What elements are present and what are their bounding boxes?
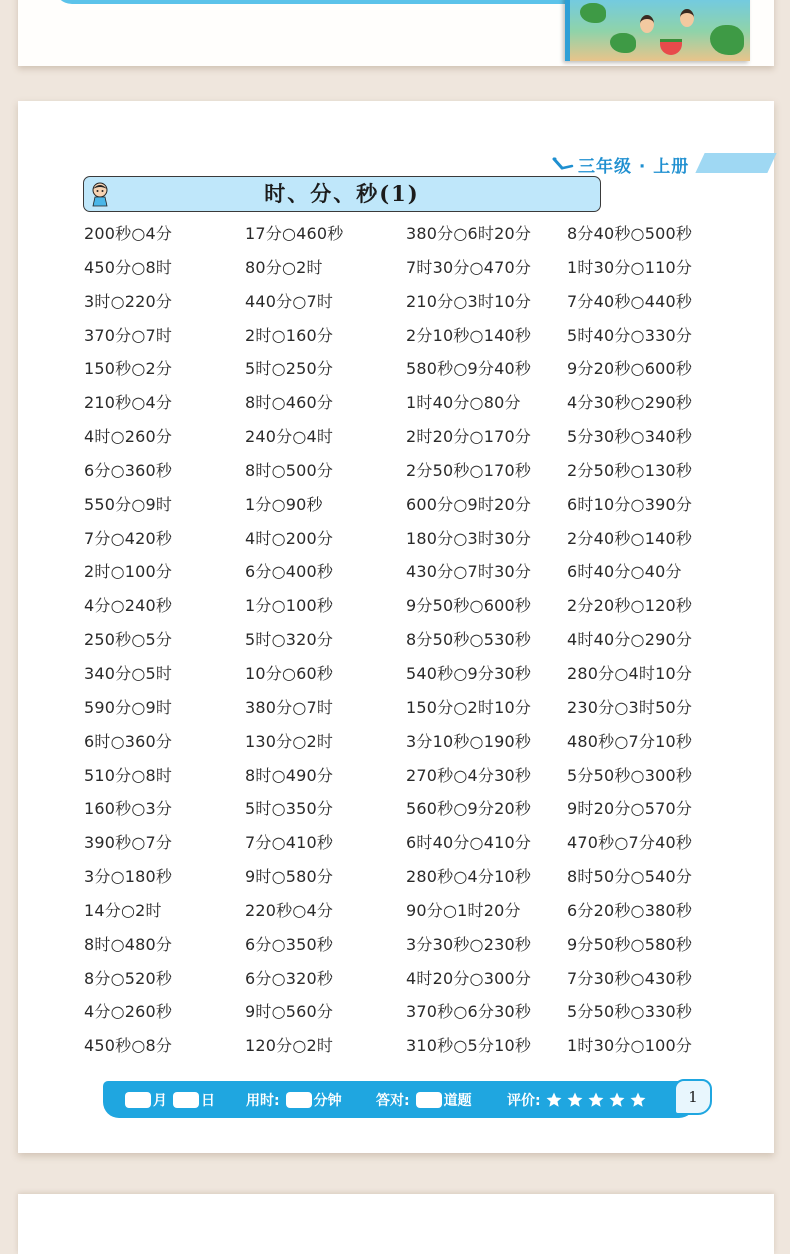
problem-item: 9分50秒○580秒	[567, 934, 693, 954]
star-icon[interactable]	[608, 1091, 626, 1109]
problem-item: 150分○2时10分	[406, 697, 532, 717]
problem-item: 1分○100秒	[245, 596, 334, 616]
problem-item: 310秒○5分10秒	[406, 1036, 532, 1056]
problem-item: 200秒○4分	[84, 224, 173, 243]
time-field	[246, 1081, 342, 1118]
problem-item: 8时○490分	[245, 765, 334, 785]
problem-item: 4分○240秒	[84, 596, 173, 616]
problem-item: 2分50秒○130秒	[567, 460, 693, 480]
problem-item: 2时○160分	[245, 325, 334, 345]
problem-item: 4分30秒○290秒	[567, 393, 693, 413]
time-input-box[interactable]	[286, 1092, 312, 1108]
problem-item: 2分50秒○170秒	[406, 460, 532, 480]
minutes-label: 分钟	[313, 1092, 342, 1109]
problem-item: 250秒○5分	[84, 630, 173, 650]
problem-item: 6时40分○410分	[406, 833, 532, 853]
problem-item: 8时○480分	[84, 934, 173, 954]
problem-item: 7分○410秒	[245, 833, 334, 853]
month-label: 月	[153, 1092, 167, 1109]
problem-item: 160秒○3分	[84, 799, 173, 819]
problem-item: 5时○250分	[245, 359, 334, 379]
worksheet-title: 时、分、秒(1)	[264, 181, 420, 206]
problem-item: 220秒○4分	[245, 900, 334, 920]
plant-leaf-decoration	[580, 3, 606, 23]
problem-item: 3分○180秒	[84, 867, 173, 887]
problem-item: 230分○3时50分	[567, 697, 693, 717]
problem-item: 5分30秒○340秒	[567, 427, 693, 447]
star-icon[interactable]	[545, 1091, 563, 1109]
problem-item: 3分10秒○190秒	[406, 731, 532, 751]
plant-leaf-decoration	[610, 33, 636, 53]
problem-item: 120分○2时	[245, 1036, 334, 1056]
problem-item: 9分50秒○600秒	[406, 596, 532, 616]
problem-item: 280分○4时10分	[567, 663, 693, 683]
grade-text: 三年级 · 上册	[578, 156, 690, 177]
problem-grid	[84, 217, 744, 1063]
problem-item: 2时○100分	[84, 562, 173, 582]
problem-item: 4时20分○300分	[406, 968, 532, 988]
problem-item: 9时○580分	[245, 867, 334, 887]
problem-item: 3分30秒○230秒	[406, 934, 532, 954]
problem-item: 210分○3时10分	[406, 291, 532, 311]
problem-item: 600分○9时20分	[406, 494, 532, 514]
rating-field	[507, 1081, 647, 1118]
problem-item: 390秒○7分	[84, 833, 173, 853]
problem-item: 280秒○4分10秒	[406, 867, 532, 887]
rating-stars	[545, 1091, 647, 1109]
problem-item: 2分10秒○140秒	[406, 325, 532, 345]
problem-item: 1时30分○110分	[567, 257, 693, 277]
problem-item: 4分○260秒	[84, 1002, 173, 1022]
problem-item: 150秒○2分	[84, 359, 173, 379]
problem-item: 6时40分○40分	[567, 562, 682, 582]
problem-item: 9时20分○570分	[567, 799, 693, 819]
problem-item: 10分○60秒	[245, 663, 334, 683]
watermelon-decoration	[660, 39, 682, 55]
pencil-icon	[552, 156, 576, 172]
grade-label	[552, 152, 689, 176]
problem-item: 6时○360分	[84, 731, 173, 751]
problem-item: 6时10分○390分	[567, 494, 693, 514]
day-input-box[interactable]	[173, 1092, 199, 1108]
problem-item: 6分○360秒	[84, 460, 173, 480]
problem-item: 5分50秒○330秒	[567, 1002, 693, 1022]
problem-item: 5分50秒○300秒	[567, 765, 693, 785]
problem-item: 2分20秒○120秒	[567, 596, 693, 616]
problem-item: 2分40秒○140秒	[567, 528, 693, 548]
problem-item: 6分○350秒	[245, 934, 334, 954]
problem-item: 450秒○8分	[84, 1036, 173, 1056]
problem-item: 7分○420秒	[84, 528, 173, 548]
rating-label: 评价:	[507, 1092, 541, 1109]
problem-item: 8时○460分	[245, 393, 334, 413]
problem-item: 8时○500分	[245, 460, 334, 480]
problem-item: 9时○560分	[245, 1002, 334, 1022]
problem-item: 2时20分○170分	[406, 427, 532, 447]
next-page-card	[18, 1194, 774, 1254]
problem-item: 4时○260分	[84, 427, 173, 447]
problem-item: 240分○4时	[245, 427, 334, 447]
time-label: 用时:	[246, 1092, 280, 1109]
problem-item: 7分40秒○440秒	[567, 291, 693, 311]
problem-item: 440分○7时	[245, 291, 334, 311]
problem-item: 7分30秒○430秒	[567, 968, 693, 988]
problem-item: 80分○2时	[245, 257, 323, 277]
problem-item: 470秒○7分40秒	[567, 833, 693, 853]
problem-item: 550分○9时	[84, 494, 173, 514]
problem-item: 3时○220分	[84, 291, 173, 311]
problem-item: 590分○9时	[84, 697, 173, 717]
problem-item: 7时30分○470分	[406, 257, 532, 277]
problem-item: 430分○7时30分	[406, 562, 532, 582]
book-cover-image	[565, 0, 750, 61]
child-figure	[640, 15, 654, 33]
questions-label: 道题	[443, 1092, 472, 1109]
problem-item: 340分○5时	[84, 663, 173, 683]
problem-item: 1分○90秒	[245, 494, 323, 514]
answered-field	[376, 1081, 472, 1118]
problem-item: 8时50分○540分	[567, 867, 693, 887]
problem-item: 480秒○7分10秒	[567, 731, 693, 751]
score-footer	[103, 1081, 695, 1118]
problem-item: 6分○400秒	[245, 562, 334, 582]
problem-item: 180分○3时30分	[406, 528, 532, 548]
problem-item: 6分○320秒	[245, 968, 334, 988]
problem-item: 17分○460秒	[245, 224, 344, 243]
date-field	[125, 1081, 215, 1118]
problem-item: 370分○7时	[84, 325, 173, 345]
problem-item: 1时30分○100分	[567, 1036, 693, 1056]
problem-item: 380分○7时	[245, 697, 334, 717]
problem-item: 14分○2时	[84, 900, 162, 920]
problem-item: 130分○2时	[245, 731, 334, 751]
problem-item: 510分○8时	[84, 765, 173, 785]
child-figure	[680, 9, 694, 27]
month-input-box[interactable]	[125, 1092, 151, 1108]
problem-item: 580秒○9分40秒	[406, 359, 532, 379]
problem-item: 8分○520秒	[84, 968, 173, 988]
problem-item: 5时40分○330分	[567, 325, 693, 345]
problem-item: 8分50秒○530秒	[406, 630, 532, 650]
problem-item: 540秒○9分30秒	[406, 663, 532, 683]
plant-leaf-decoration	[710, 25, 744, 55]
problem-item: 9分20秒○600秒	[567, 359, 693, 379]
problem-item: 4时40分○290分	[567, 630, 693, 650]
day-label: 日	[201, 1092, 215, 1109]
problem-item: 210秒○4分	[84, 393, 173, 413]
star-icon[interactable]	[629, 1091, 647, 1109]
star-icon[interactable]	[587, 1091, 605, 1109]
problem-item: 90分○1时20分	[406, 900, 521, 920]
answered-input-box[interactable]	[416, 1092, 442, 1108]
star-icon[interactable]	[566, 1091, 584, 1109]
decorative-frame	[54, 0, 622, 4]
problem-item: 560秒○9分20秒	[406, 799, 532, 819]
problem-item: 270秒○4分30秒	[406, 765, 532, 785]
problem-item: 370秒○6分30秒	[406, 1002, 532, 1022]
problem-item: 380分○6时20分	[406, 224, 532, 243]
grade-ribbon	[695, 153, 776, 173]
problem-item: 5时○320分	[245, 630, 334, 650]
problem-item: 450分○8时	[84, 257, 173, 277]
problem-item: 8分40秒○500秒	[567, 224, 693, 243]
problem-item: 6分20秒○380秒	[567, 900, 693, 920]
page-number: 1	[674, 1079, 712, 1115]
title-bar	[83, 176, 601, 212]
problem-item: 4时○200分	[245, 528, 334, 548]
problem-item: 1时40分○80分	[406, 393, 521, 413]
answered-label: 答对:	[376, 1092, 410, 1109]
problem-item: 5时○350分	[245, 799, 334, 819]
